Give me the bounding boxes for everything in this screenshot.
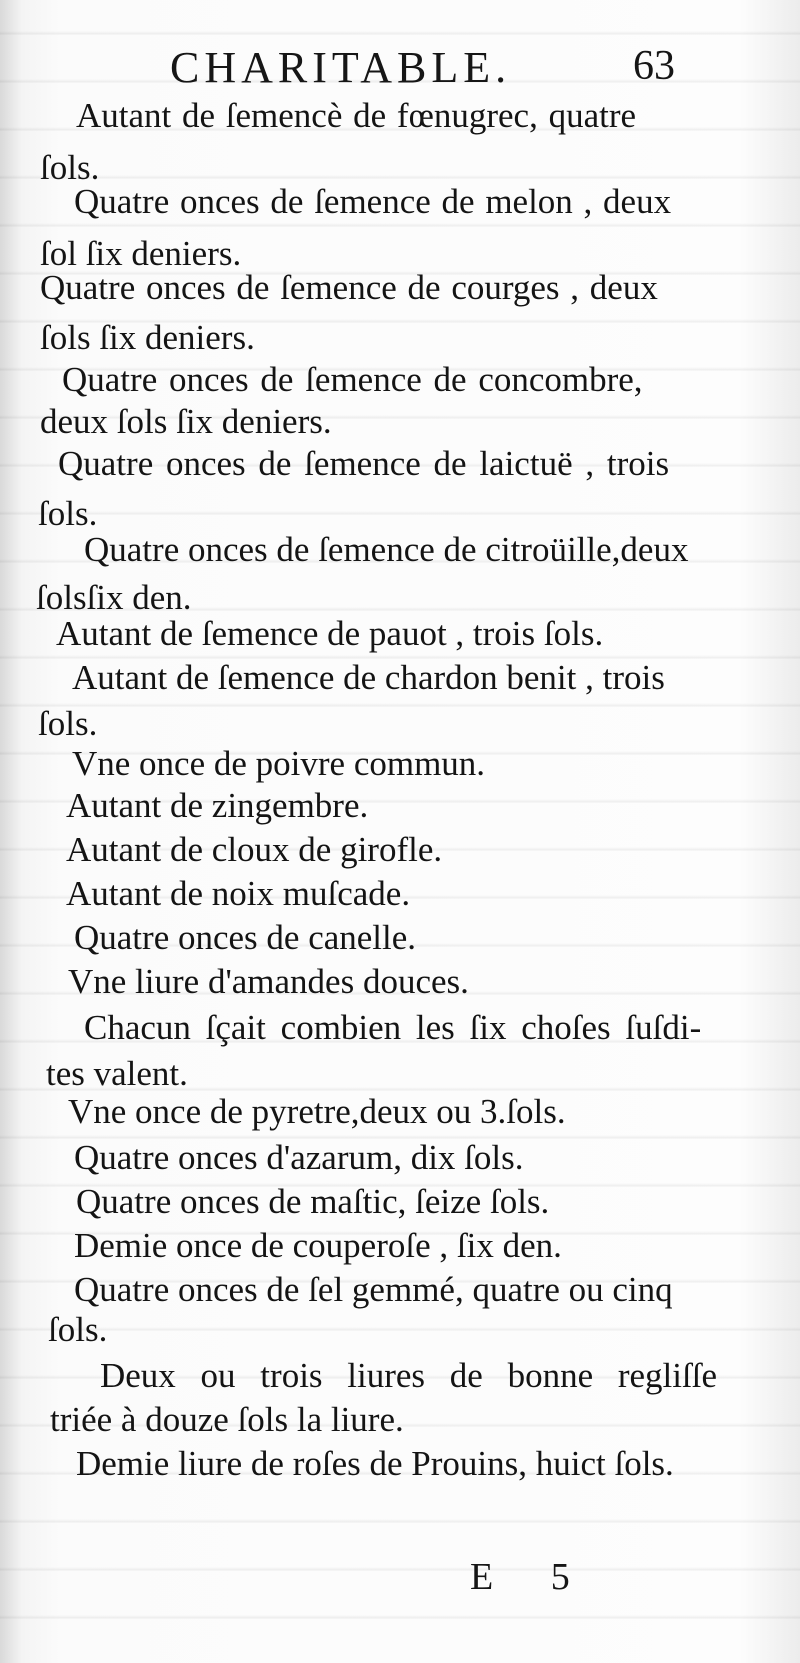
- text-line: Quatre onces d'azarum, dix ſols.: [74, 1138, 524, 1177]
- text-line: Quatre onces de ſemence de concombre,: [62, 360, 643, 399]
- text-line: Autant de ſemence de pauot , trois ſols.: [56, 614, 604, 653]
- text-line: ſols.: [38, 494, 98, 533]
- text-line: Vne liure d'amandes douces.: [68, 962, 469, 1001]
- text-line: Quatre onces de ſemence de courges , deux: [40, 268, 658, 307]
- text-line: Chacun ſçait combien les ſix choſes ſuſdi-: [84, 1008, 702, 1047]
- text-line: deux ſols ſix deniers.: [40, 402, 332, 441]
- text-line: ſolsſix den.: [36, 578, 192, 617]
- text-line: ſols.: [48, 1310, 108, 1349]
- text-line: Autant de zingembre.: [66, 786, 369, 825]
- text-line: Demie once de couperoſe , ſix den.: [74, 1226, 562, 1265]
- text-line: Vne once de poivre commun.: [72, 744, 486, 783]
- text-line: Autant de cloux de girofle.: [66, 830, 443, 869]
- text-line: Autant de ſemencè de fœnugrec, quatre: [76, 96, 637, 135]
- page-number: 63: [633, 43, 675, 89]
- running-title: CHARITABLE.: [170, 43, 512, 92]
- text-line: Quatre onces de maſtic, ſeize ſols.: [76, 1182, 550, 1221]
- text-line: Quatre onces de ſel gemmé, quatre ou cinq: [74, 1270, 673, 1309]
- text-line: Autant de ſemence de chardon benit , trois: [72, 658, 665, 697]
- text-line: ſols.: [38, 704, 98, 743]
- text-line: Quatre onces de ſemence de laictuë , trois: [58, 444, 670, 483]
- text-line: Quatre onces de ſemence de melon , deux: [74, 182, 672, 221]
- text-line: Quatre onces de canelle.: [74, 918, 417, 957]
- text-line: tes valent.: [46, 1054, 188, 1093]
- text-line: Quatre onces de ſemence de citroüille,deux: [84, 530, 689, 569]
- text-line: ſol ſix deniers.: [40, 234, 242, 273]
- text-line: ſols ſix deniers.: [40, 318, 255, 357]
- signature-mark: E 5: [470, 1556, 594, 1598]
- text-line: Autant de noix muſcade.: [66, 874, 411, 913]
- text-line: Demie liure de roſes de Prouins, huict ſols.: [76, 1444, 674, 1483]
- text-line: Vne once de pyretre,deux ou 3.ſols.: [68, 1092, 566, 1131]
- text-line: Deux ou trois liures de bonne regliſſe: [100, 1356, 717, 1395]
- text-line: ſols.: [40, 148, 100, 187]
- text-line: triée à douze ſols la liure.: [50, 1400, 404, 1439]
